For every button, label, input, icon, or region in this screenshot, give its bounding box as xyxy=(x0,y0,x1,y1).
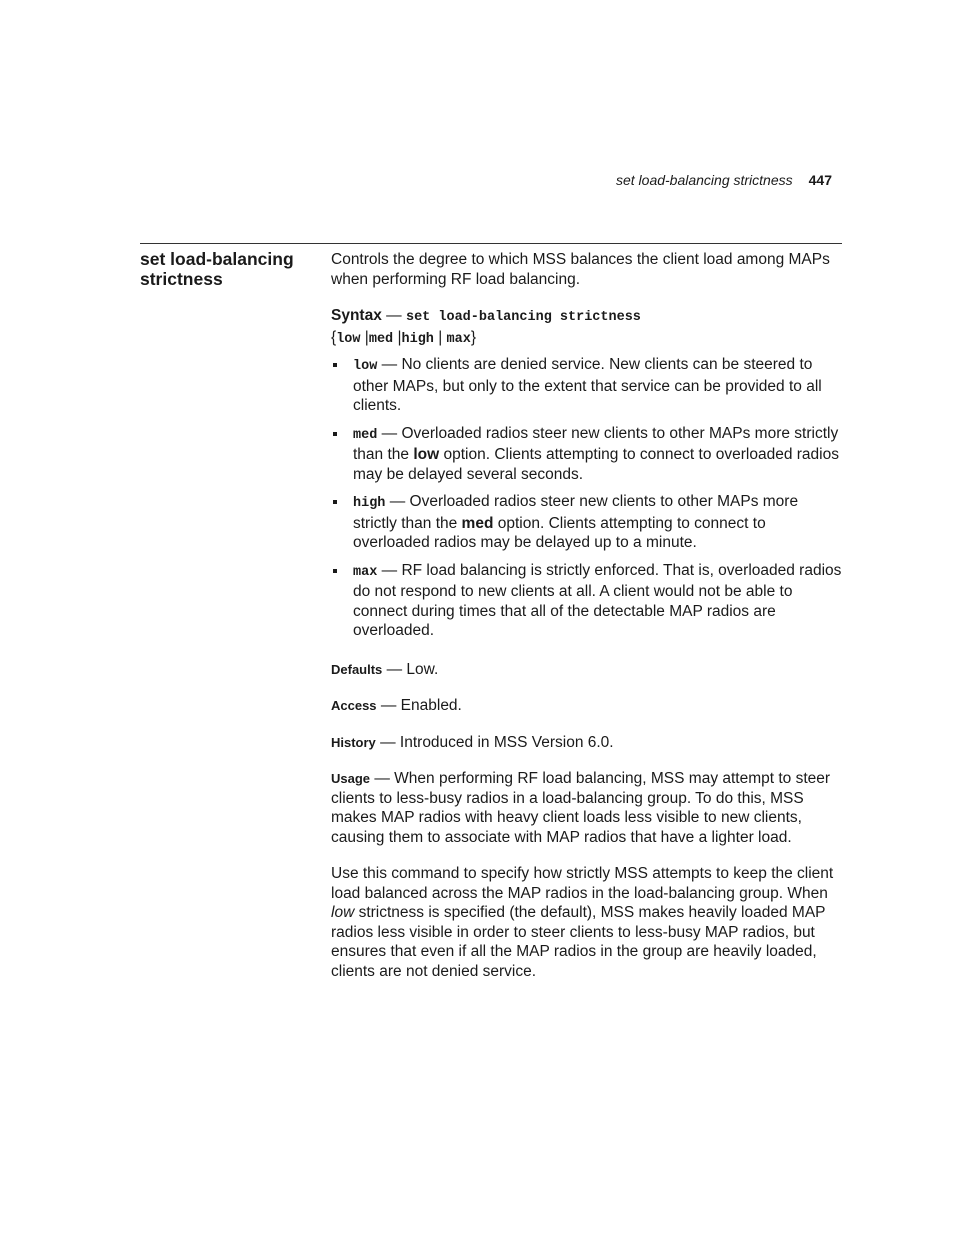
usage-text-italic: low xyxy=(331,904,355,921)
option-dash: — xyxy=(377,424,402,442)
syntax-arg-high: high xyxy=(401,331,434,347)
syntax-dash: — xyxy=(381,307,406,324)
option-text-bold: low xyxy=(413,446,440,463)
list-item xyxy=(331,492,843,553)
option-term: high xyxy=(353,496,386,511)
syntax-label: Syntax xyxy=(331,307,382,324)
option-dash: — xyxy=(385,493,410,510)
option-term: max xyxy=(353,564,378,580)
bullet-icon xyxy=(333,363,337,367)
list-item xyxy=(331,561,843,641)
option-dash: — xyxy=(377,561,402,579)
usage-label: Usage xyxy=(331,771,371,786)
section-divider xyxy=(140,243,842,244)
bullet-icon xyxy=(333,569,337,573)
option-list xyxy=(331,355,843,641)
usage-text: strictness is specified (the default), MSS makes heavily loaded MAP radios less visible in order to steer clients to less-busy MAP radios, but ensures that even if all the MAP radios in the group are heavily loaded, clients are not denied service. xyxy=(331,904,826,980)
syntax-command: set load-balancing strictness xyxy=(405,310,641,325)
list-item xyxy=(331,355,843,416)
syntax-brace-open: { xyxy=(331,328,337,346)
usage-text: When performing RF load balancing, MSS may attempt to steer clients to less-busy radios in a load-balancing group. To do this, MSS makes MAP radios with heavy client loads less visible to new clients, causing them to associate with MAP radios that have a lighter load. xyxy=(331,770,831,846)
list-item xyxy=(331,424,843,485)
access-line xyxy=(331,696,843,716)
syntax-arg-med: med xyxy=(368,331,394,347)
history-line xyxy=(331,733,843,753)
option-text: option. Clients attempting to connect to overloaded radios may be delayed up to a minute. xyxy=(353,514,766,551)
option-term: med xyxy=(353,427,378,443)
syntax-line xyxy=(331,306,843,328)
syntax-arg-low: low xyxy=(336,331,361,347)
syntax-sep: | xyxy=(360,328,369,346)
option-text: Overloaded radios steer new clients to other MAPs more strictly than the xyxy=(353,424,839,463)
history-dash: — xyxy=(375,733,400,751)
defaults-label: Defaults xyxy=(331,661,383,677)
usage-dash: — xyxy=(370,770,395,787)
option-text: Overloaded radios steer new clients to other MAPs more strictly than the xyxy=(353,493,799,532)
usage-paragraph-2 xyxy=(331,864,843,981)
running-header xyxy=(560,171,832,189)
section-body xyxy=(331,250,843,981)
option-dash: — xyxy=(377,356,402,373)
option-text-bold: med xyxy=(461,514,494,532)
option-text: RF load balancing is strictly enforced. That is, overloaded radios do not respond to new clients at all. A client would not be able to connect during times that all of the detectable MAP radios are overloaded. xyxy=(353,561,842,639)
option-text: option. Clients attempting to connect to overloaded radios may be delayed several seconds. xyxy=(353,446,839,483)
defaults-line xyxy=(331,660,843,680)
defaults-value: Low. xyxy=(406,660,439,678)
access-dash: — xyxy=(376,697,401,714)
usage-paragraph xyxy=(331,769,843,847)
bullet-icon xyxy=(333,432,337,436)
section-heading: set load-balancing strictness xyxy=(140,249,294,289)
defaults-dash: — xyxy=(382,660,407,678)
option-text: No clients are denied service. New clients can be steered to other MAPs, but only to the extent that service can be provided to all clients. xyxy=(353,356,822,414)
section-description: Controls the degree to which MSS balances the client load among MAPs when performing RF load balancing. xyxy=(331,251,830,288)
usage-text: Use this command to specify how strictly MSS attempts to keep the client load balanced across the MAP radios in the load-balancing group. When xyxy=(331,865,834,902)
history-value: Introduced in MSS Version 6.0. xyxy=(399,733,614,751)
running-title: set load-balancing strictness xyxy=(615,172,793,188)
access-label: Access xyxy=(331,698,377,713)
bullet-icon xyxy=(333,500,337,504)
syntax-arg-max: max xyxy=(446,331,471,347)
history-label: History xyxy=(331,734,376,750)
access-value: Enabled. xyxy=(400,697,462,714)
option-term: low xyxy=(353,359,378,374)
syntax-brace-close: } xyxy=(470,328,477,346)
syntax-sep: | xyxy=(393,328,402,346)
syntax-arguments xyxy=(331,328,843,350)
syntax-sep: | xyxy=(433,328,447,346)
page-number: 447 xyxy=(808,172,832,188)
